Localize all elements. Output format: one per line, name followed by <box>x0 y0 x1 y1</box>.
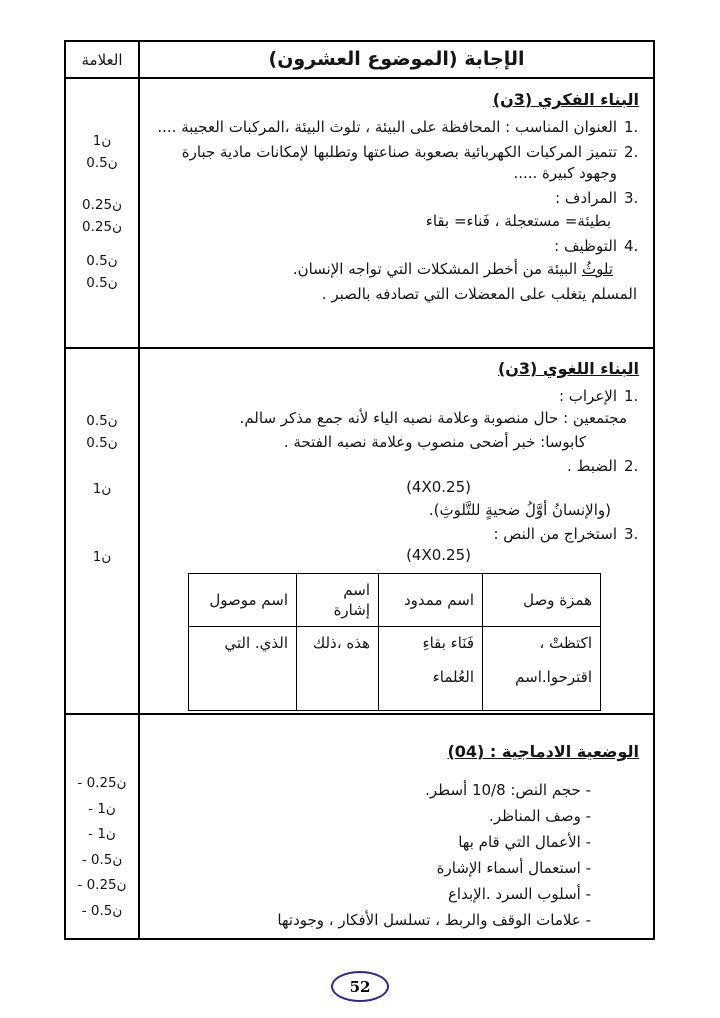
table-cell: هذه ،ذلك <box>297 627 379 711</box>
underlined-word: تلوثُ <box>581 260 613 278</box>
mark-value: 0.5ن <box>86 413 118 429</box>
parsing-line-2: كابوسا: خبر أضحى منصوب وعلامة نصبه الفتحة . <box>283 433 586 451</box>
list-item <box>148 524 641 544</box>
criteria-item: - حجم النص: 10/8 أسطر. <box>425 781 591 799</box>
section-intellectual <box>66 79 653 349</box>
list-number: 3. <box>624 525 639 543</box>
list-item-text: المرادف : <box>555 189 617 207</box>
criteria-item: - استعمال أسماء الإشارة <box>436 859 591 877</box>
answer-table <box>64 40 655 940</box>
column-header: اسم ممدود <box>379 574 483 627</box>
section2-content <box>140 349 653 713</box>
synonyms-line: بطيئة= مستعجلة ، فَناء= بقاء <box>425 212 611 230</box>
marks-column-label: العلامة <box>81 50 123 69</box>
mark-value: 0.5ن <box>86 155 118 171</box>
mark-value: - 0.5ن <box>81 903 123 919</box>
list-item-text: الضبط . <box>566 457 617 475</box>
section2-title: البناء اللغوي (3ن) <box>497 359 639 378</box>
usage-sentence-1 <box>148 259 641 280</box>
column-header: اسم إشارة <box>297 574 379 627</box>
page-number: 52 <box>349 977 371 996</box>
table-row <box>189 627 601 711</box>
list-item-text: الإعراب : <box>558 387 617 405</box>
section3-title: الوضعية الادماجية : (04) <box>447 742 639 761</box>
list-number: 2. <box>624 143 639 161</box>
section2-marks-column <box>66 349 140 713</box>
table-header-row <box>189 574 601 627</box>
parsing-line-1: مجتمعين : حال منصوبة وعلامة نصبه الياء لأنه جمع مذكر سالم. <box>239 409 627 427</box>
list-item <box>148 117 641 138</box>
mark-value: 0.5ن <box>86 435 118 451</box>
list-item <box>148 236 641 257</box>
marks-column-header <box>66 42 140 77</box>
mark-value: - 0.25ن <box>77 877 127 893</box>
criteria-item: - وصف المناظر. <box>489 807 591 825</box>
column-header: اسم موصول <box>189 574 297 627</box>
mark-value: 0.25ن <box>82 219 122 235</box>
list-number: 2. <box>624 457 639 475</box>
list-number: 1. <box>624 118 639 136</box>
page-title <box>140 42 653 77</box>
extraction-table <box>188 573 601 711</box>
section-linguistic <box>66 349 653 715</box>
points-note: (4X0.25) <box>406 546 471 564</box>
cell-line: فَنَاء بقاءِ <box>422 634 474 652</box>
column-header: همزة وصل <box>483 574 601 627</box>
list-number: 4. <box>624 237 639 255</box>
table-cell <box>483 627 601 711</box>
list-number: 1. <box>624 387 639 405</box>
list-item-text: استخراج من النص : <box>493 525 617 543</box>
cell-line: اقترحوا.اسم <box>515 668 592 686</box>
mark-value: 1ن <box>92 481 112 497</box>
mark-value: 0.25ن <box>82 197 122 213</box>
table-header-row <box>66 42 653 79</box>
vocalization-line: (والإنسانُ أوَّلُ ضحيةٍ للتَّلوثِ). <box>428 501 611 519</box>
list-number: 3. <box>624 189 639 207</box>
section1-title: البناء الفكري (3ن) <box>492 90 639 109</box>
criteria-item: - الأعمال التي قام بها <box>458 833 591 851</box>
criteria-list <box>148 780 641 931</box>
table-cell: الذي. التي <box>189 627 297 711</box>
section1-content <box>140 79 653 347</box>
cell-line: العُلماء <box>432 668 474 686</box>
list-item <box>148 386 641 406</box>
criteria-item: - علامات الوقف والربط ، تسلسل الأفكار ، وجودتها <box>277 911 591 929</box>
mark-value: 1ن <box>92 549 112 565</box>
cell-line: اكتظتْ ، <box>539 634 592 652</box>
mark-value: 0.5ن <box>86 275 118 291</box>
sentence-rest: البيئة من أخطر المشكلات التي تواجه الإنسان. <box>292 260 582 278</box>
list-item <box>148 188 641 209</box>
mark-value: 0.5ن <box>86 253 118 269</box>
mark-value: - 1ن <box>88 826 116 842</box>
list-item-text: التوظيف : <box>554 237 617 255</box>
list-item <box>148 456 641 476</box>
list-item-text: العنوان المناسب : المحافظة على البيئة ، تلوث البيئة ،المركبات العجيبة .... <box>157 118 617 136</box>
list-item <box>148 142 641 184</box>
page-number-badge <box>331 971 389 1002</box>
mark-value: - 0.5ن <box>81 852 123 868</box>
page-title-text: الإجابة (الموضوع العشرون) <box>268 48 525 70</box>
mark-value: 1ن <box>92 133 112 149</box>
section3-marks-column <box>66 715 140 938</box>
mark-value: - 0.25ن <box>77 775 127 791</box>
list-item-text: تتميز المركبات الكهربائية بصعوبة صناعتها وتطلبها لإمكانات مادية جبارة وجهود كبيرة ..... <box>181 143 617 182</box>
section1-marks-column <box>66 79 140 347</box>
table-cell <box>379 627 483 711</box>
section3-content <box>140 715 653 938</box>
points-note: (4X0.25) <box>406 478 471 496</box>
criteria-item: - أسلوب السرد .الإبداع <box>447 885 591 903</box>
section-integrative <box>66 715 653 938</box>
mark-value: - 1ن <box>88 801 116 817</box>
usage-sentence-2: المسلم يتغلب على المعضلات التي تصادفه بالصبر . <box>321 285 637 303</box>
